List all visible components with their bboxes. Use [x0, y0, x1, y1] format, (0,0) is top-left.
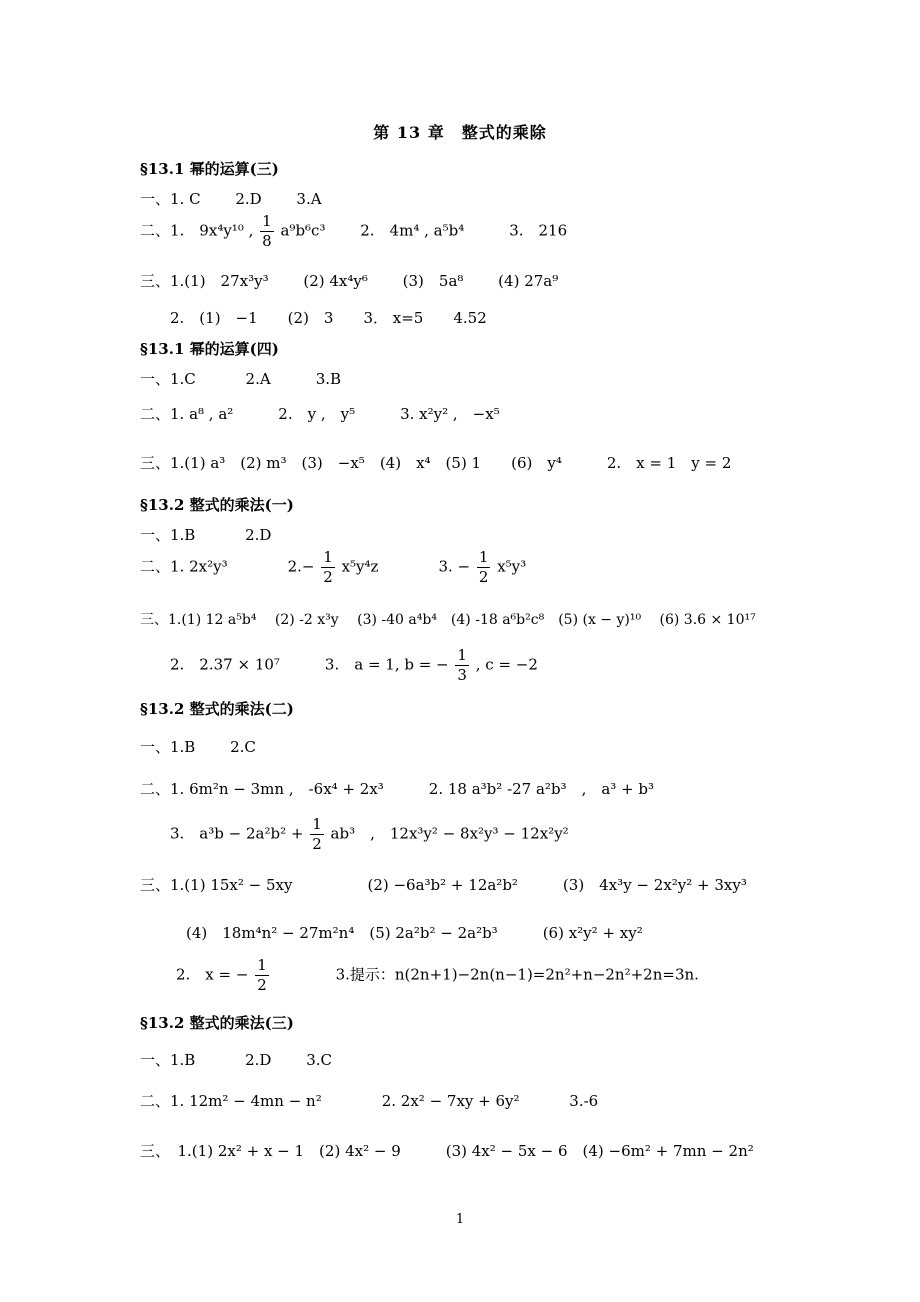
- answer-text: 3.提示：n(2n+1)−2n(n−1)=2n²+n−2n²+2n=3n.: [275, 965, 699, 984]
- answer-line: 三、1.(1) a³ (2) m³ (3) −x⁵ (4) x⁴ (5) 1 (6) y⁴ 2. x = 1 y = 2: [140, 454, 732, 472]
- numerator: 1: [257, 956, 267, 974]
- fraction: [310, 817, 324, 852]
- numerator: 1: [262, 212, 272, 230]
- answer-text: 3. a³b − 2a²b² +: [170, 824, 304, 843]
- answer-line: (4) 18m⁴n² − 27m²n⁴ (5) 2a²b² − 2a²b³ (6) x²y² + xy²: [186, 924, 643, 942]
- section-heading: §13.2 整式的乘法(二): [140, 700, 294, 718]
- fraction: [255, 958, 269, 993]
- fraction: [477, 550, 491, 585]
- answer-line: 二、1. 12m² − 4mn − n² 2. 2x² − 7xy + 6y² 3.-6: [140, 1092, 599, 1110]
- answer-line: 一、1. C 2.D 3.A: [140, 190, 322, 208]
- denominator: 8: [262, 232, 272, 250]
- answer-line: 一、1.C 2.A 3.B: [140, 370, 342, 388]
- denominator: 2: [312, 835, 322, 853]
- chapter-title: 第 13 章 整式的乘除: [373, 123, 547, 142]
- answer-line: 一、1.B 2.D: [140, 526, 272, 544]
- denominator: 2: [478, 568, 489, 586]
- fraction: [260, 214, 274, 249]
- numerator: 1: [457, 646, 467, 664]
- answer-text: x⁵y⁴z 3. −: [341, 557, 471, 576]
- section-heading: §13.2 整式的乘法(一): [140, 496, 294, 514]
- numerator: 1: [323, 548, 333, 566]
- answer-text: 二、1. 2x²y³ 2.−: [140, 557, 315, 576]
- answer-line: 一、1.B 2.C: [140, 738, 256, 756]
- answer-text: x⁵y³: [497, 557, 527, 576]
- fraction: [321, 550, 335, 585]
- answer-text: 2. x = −: [176, 965, 249, 984]
- answer-line: [176, 958, 699, 993]
- numerator: 1: [478, 548, 489, 566]
- answer-text: 二、1. 9x⁴y¹⁰ ,: [140, 221, 254, 240]
- answer-text: 2. 2.37 × 10⁷ 3. a = 1, b = −: [170, 655, 449, 674]
- numerator: 1: [312, 815, 322, 833]
- answer-line: 三、1.(1) 15x² − 5xy (2) −6a³b² + 12a²b² (3) 4x³y − 2x²y² + 3xy³: [140, 876, 747, 894]
- answer-line: 三、 1.(1) 2x² + x − 1 (2) 4x² − 9 (3) 4x² − 5x − 6 (4) −6m² + 7mn − 2n²: [140, 1142, 754, 1160]
- answer-text: ab³ , 12x³y² − 8x²y³ − 12x²y²: [330, 824, 569, 843]
- answer-line: 二、1. a⁸ , a² 2. y , y⁵ 3. x²y² , −x⁵: [140, 405, 500, 423]
- answer-line: [170, 648, 538, 683]
- answer-line: 一、1.B 2.D 3.C: [140, 1051, 332, 1069]
- section-heading: §13.1 幂的运算(三): [140, 160, 279, 178]
- answer-line: 三、1.(1) 27x³y³ (2) 4x⁴y⁶ (3) 5a⁸ (4) 27a⁹: [140, 272, 559, 290]
- answer-text: , c = −2: [475, 655, 538, 674]
- section-heading: §13.2 整式的乘法(三): [140, 1014, 294, 1032]
- answer-line: [140, 550, 526, 585]
- denominator: 2: [323, 568, 333, 586]
- page-number: 1: [455, 1212, 465, 1227]
- answer-line: 三、1.(1) 12 a⁵b⁴ (2) -2 x³y (3) -40 a⁴b⁴ (4) -18 a⁶b²c⁸ (5) (x − y)¹⁰ (6) 3.6 × 10¹⁷: [140, 612, 756, 628]
- answer-text: a⁹b⁶c³ 2. 4m⁴ , a⁵b⁴ 3. 216: [280, 221, 568, 240]
- denominator: 2: [257, 976, 267, 994]
- fraction: [455, 648, 469, 683]
- answer-line: [140, 214, 567, 249]
- answer-line: [170, 817, 569, 852]
- section-heading: §13.1 幂的运算(四): [140, 340, 279, 358]
- answer-line: 2. (1) −1 (2) 3 3． x=5 4.52: [170, 309, 487, 327]
- denominator: 3: [457, 666, 467, 684]
- answer-line: 二、1. 6m²n − 3mn , -6x⁴ + 2x³ 2. 18 a³b² -27 a²b³ , a³ + b³: [140, 780, 655, 798]
